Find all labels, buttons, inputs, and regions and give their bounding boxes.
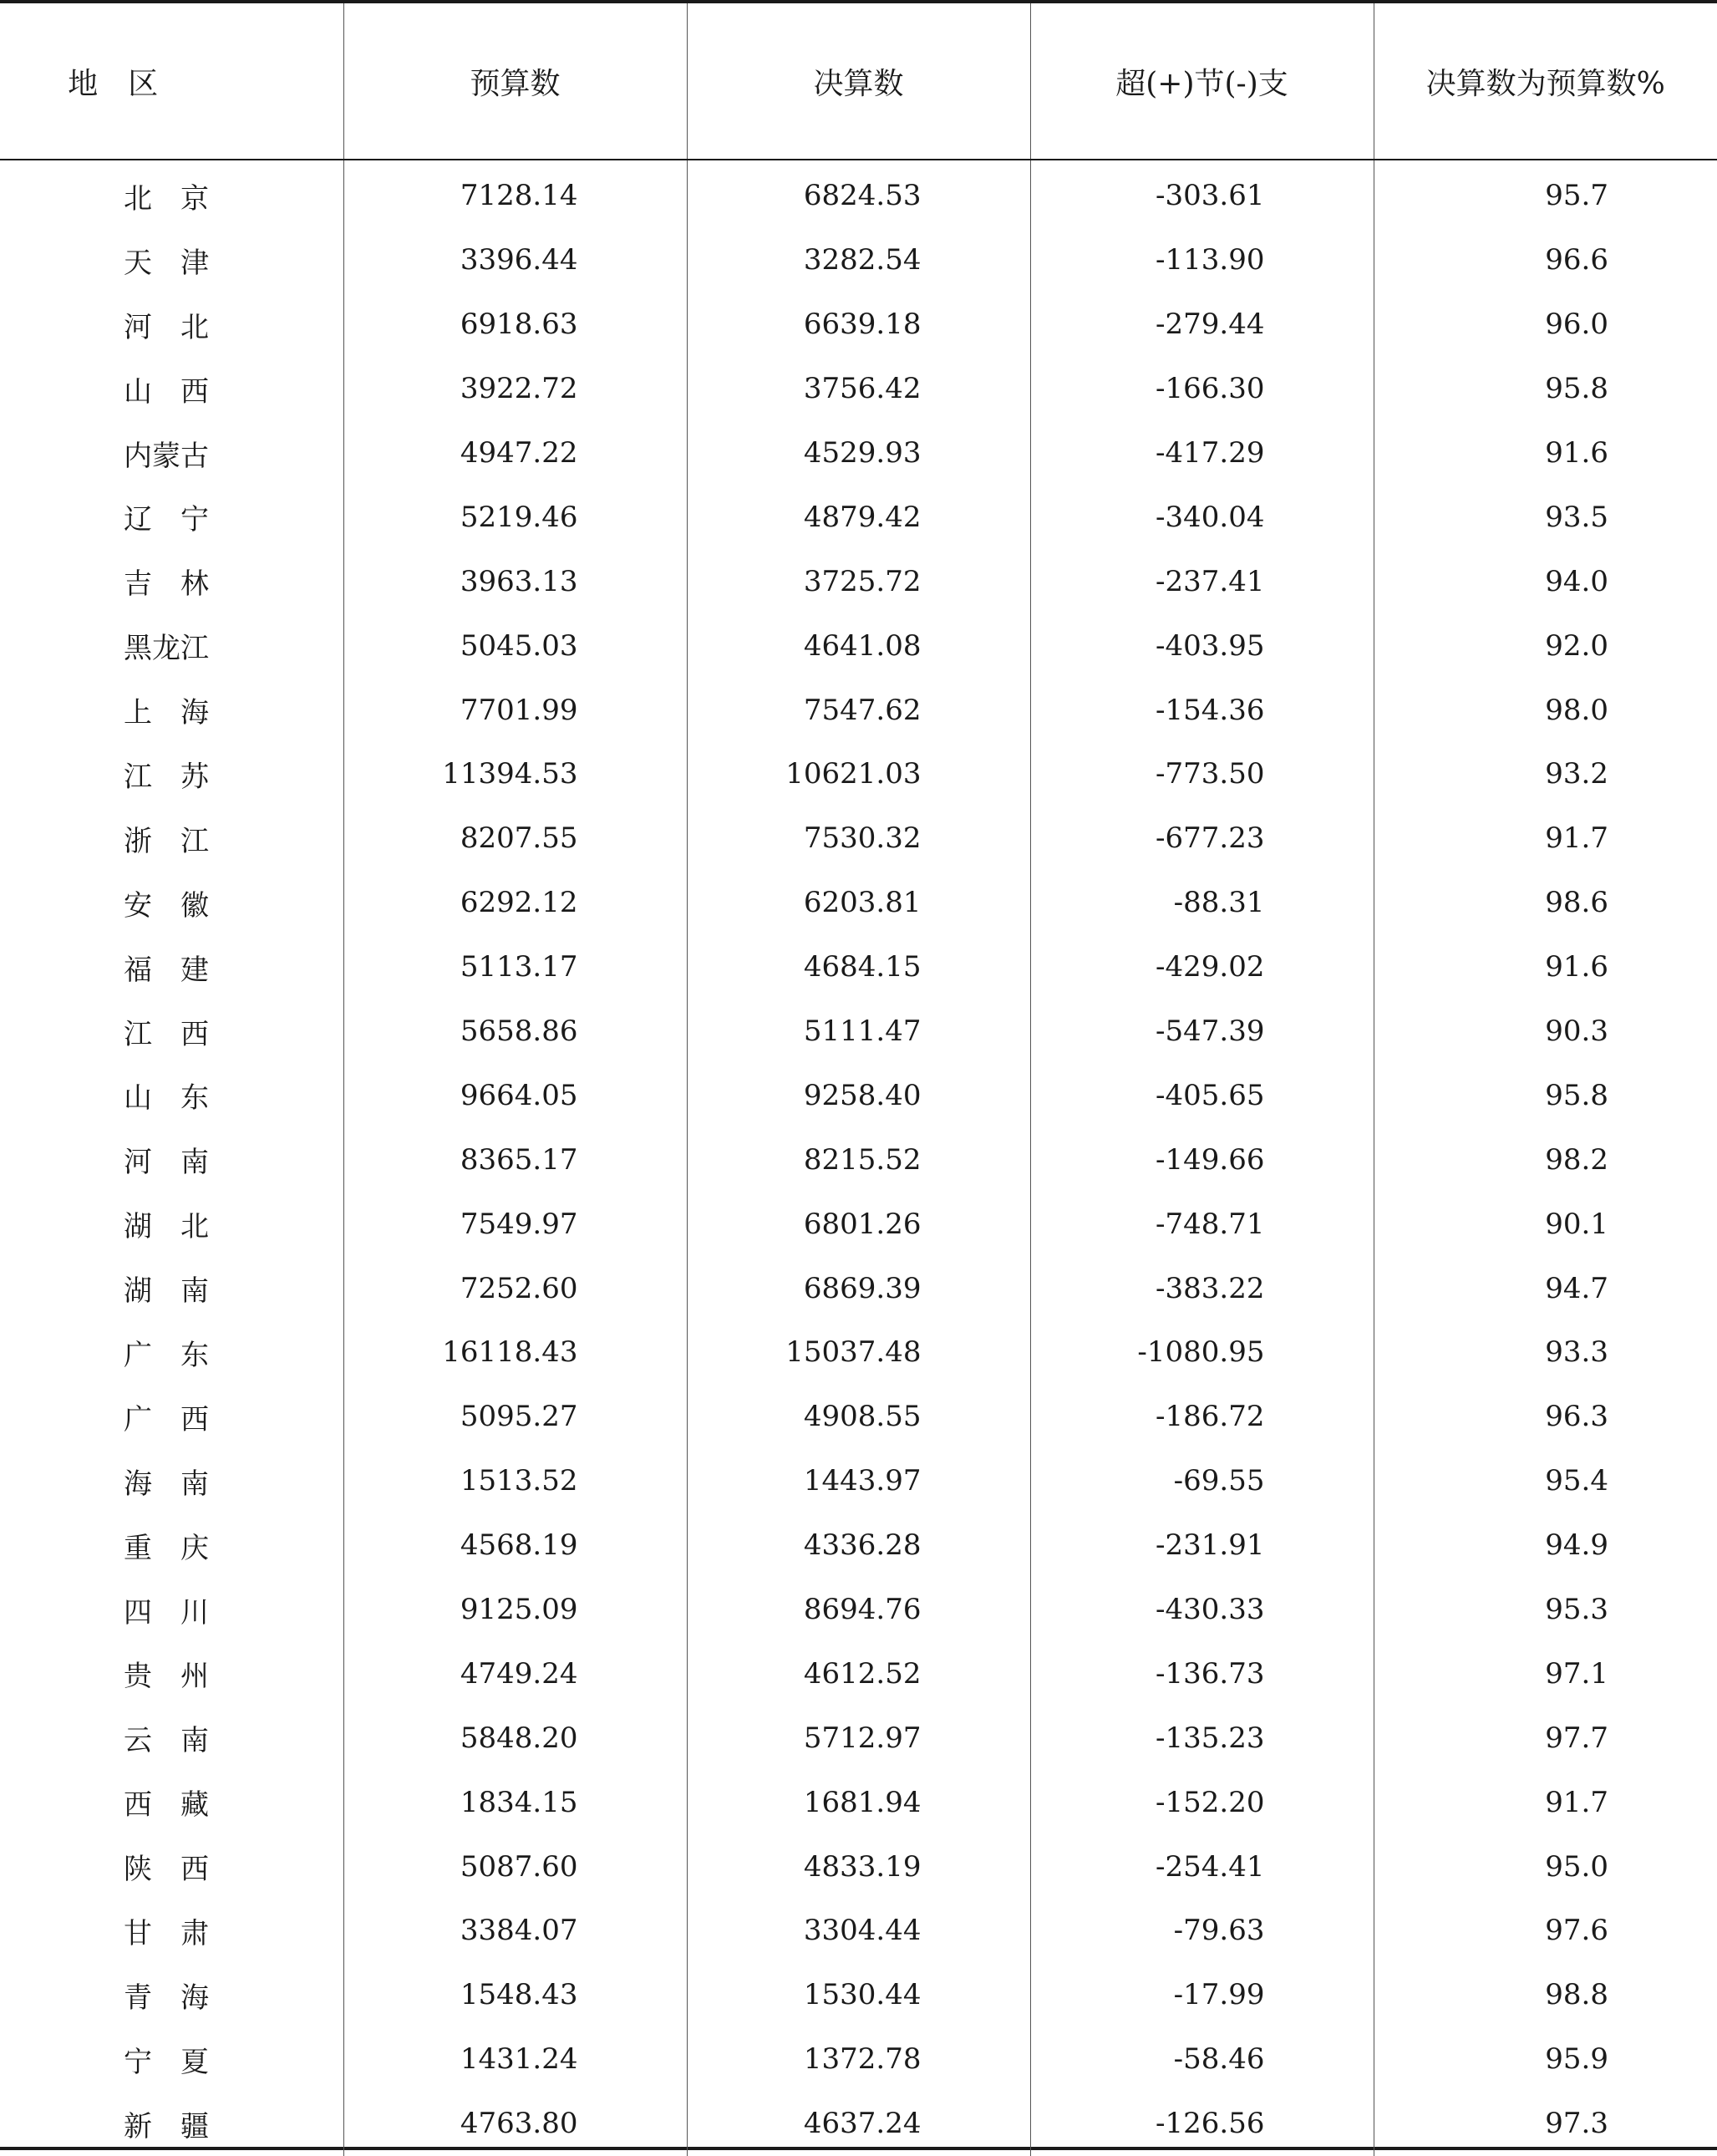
cell-diff: -166.30: [1030, 357, 1374, 421]
cell-final: 3304.44: [687, 1899, 1030, 1963]
table-row: [0, 1834, 1717, 1899]
cell-region: 四 川: [124, 1595, 209, 1630]
cell-budget: 4568.19: [343, 1513, 687, 1578]
table-row: [0, 421, 1717, 486]
cell-diff: -126.56: [1030, 2092, 1374, 2156]
cell-diff: -152.20: [1030, 1770, 1374, 1834]
table-row: [0, 1578, 1717, 1642]
cell-region: 贵 州: [124, 1660, 209, 1694]
cell-budget: 3384.07: [343, 1899, 687, 1963]
cell-region: 湖 南: [124, 1274, 209, 1309]
cell-final: 3282.54: [687, 228, 1030, 292]
header-row: [0, 3, 1717, 160]
cell-diff: -417.29: [1030, 421, 1374, 486]
cell-region: 河 北: [124, 310, 209, 344]
cell-final: 6639.18: [687, 292, 1030, 357]
table-row: [0, 806, 1717, 871]
cell-final: 1372.78: [687, 2027, 1030, 2092]
cell-final: 1443.97: [687, 1449, 1030, 1513]
table-row: [0, 1127, 1717, 1192]
cell-final: 4908.55: [687, 1385, 1030, 1449]
cell-budget: 5848.20: [343, 1706, 687, 1770]
cell-region: 新 疆: [124, 2109, 209, 2143]
cell-final: 10621.03: [687, 742, 1030, 806]
cell-budget: 8207.55: [343, 806, 687, 871]
cell-budget: 1834.15: [343, 1770, 687, 1834]
cell-pct: 97.7: [1374, 1706, 1717, 1770]
cell-final: 4336.28: [687, 1513, 1030, 1578]
cell-pct: 95.0: [1374, 1834, 1717, 1899]
cell-pct: 98.6: [1374, 871, 1717, 935]
cell-pct: 98.0: [1374, 678, 1717, 742]
cell-budget: 8365.17: [343, 1127, 687, 1192]
cell-diff: -154.36: [1030, 678, 1374, 742]
cell-pct: 91.7: [1374, 806, 1717, 871]
table-row: [0, 1449, 1717, 1513]
cell-region: 河 南: [124, 1146, 209, 1180]
header-diff: 超(+)节(-)支: [1030, 3, 1374, 160]
table-row: [0, 1192, 1717, 1256]
cell-diff: -113.90: [1030, 228, 1374, 292]
cell-final: 4637.24: [687, 2092, 1030, 2156]
cell-pct: 96.3: [1374, 1385, 1717, 1449]
cell-final: 5712.97: [687, 1706, 1030, 1770]
table-row: [0, 160, 1717, 228]
cell-final: 4833.19: [687, 1834, 1030, 1899]
table-row: [0, 1513, 1717, 1578]
cell-pct: 97.6: [1374, 1899, 1717, 1963]
cell-region: 山 东: [124, 1081, 209, 1116]
cell-final: 1681.94: [687, 1770, 1030, 1834]
cell-pct: 94.9: [1374, 1513, 1717, 1578]
cell-budget: 7549.97: [343, 1192, 687, 1256]
table-row: [0, 871, 1717, 935]
cell-pct: 92.0: [1374, 613, 1717, 678]
cell-pct: 91.6: [1374, 421, 1717, 486]
cell-diff: -430.33: [1030, 1578, 1374, 1642]
table-row: [0, 1256, 1717, 1320]
cell-pct: 93.2: [1374, 742, 1717, 806]
cell-final: 4529.93: [687, 421, 1030, 486]
cell-final: 6801.26: [687, 1192, 1030, 1256]
header-final: 决算数: [687, 3, 1030, 160]
cell-pct: 91.6: [1374, 935, 1717, 999]
cell-diff: -231.91: [1030, 1513, 1374, 1578]
cell-final: 4641.08: [687, 613, 1030, 678]
table-row: [0, 1385, 1717, 1449]
cell-final: 7547.62: [687, 678, 1030, 742]
cell-diff: -303.61: [1030, 160, 1374, 228]
cell-final: 4612.52: [687, 1641, 1030, 1706]
cell-pct: 94.7: [1374, 1256, 1717, 1320]
table-row: [0, 292, 1717, 357]
table-row: [0, 613, 1717, 678]
cell-diff: -69.55: [1030, 1449, 1374, 1513]
table-row: [0, 1770, 1717, 1834]
cell-budget: 4947.22: [343, 421, 687, 486]
table-row: [0, 999, 1717, 1064]
cell-final: 5111.47: [687, 999, 1030, 1064]
cell-region: 山 西: [124, 374, 209, 409]
table-row: [0, 1963, 1717, 2027]
cell-pct: 98.8: [1374, 1963, 1717, 2027]
budget-table: [0, 3, 1717, 2156]
cell-budget: 5113.17: [343, 935, 687, 999]
table-header: [0, 3, 1717, 160]
cell-budget: 1513.52: [343, 1449, 687, 1513]
cell-pct: 95.8: [1374, 357, 1717, 421]
table-row: [0, 2027, 1717, 2092]
table-row: [0, 357, 1717, 421]
cell-diff: -58.46: [1030, 2027, 1374, 2092]
cell-budget: 9125.09: [343, 1578, 687, 1642]
cell-final: 1530.44: [687, 1963, 1030, 2027]
cell-pct: 95.4: [1374, 1449, 1717, 1513]
cell-diff: -279.44: [1030, 292, 1374, 357]
table-row: [0, 742, 1717, 806]
table-row: [0, 935, 1717, 999]
cell-budget: 11394.53: [343, 742, 687, 806]
cell-region: 广 东: [124, 1338, 209, 1372]
cell-budget: 1431.24: [343, 2027, 687, 2092]
cell-final: 3725.72: [687, 549, 1030, 613]
header-pct: 决算数为预算数%: [1374, 3, 1717, 160]
cell-region: 上 海: [124, 696, 209, 730]
table-row: [0, 1063, 1717, 1127]
cell-region: 吉 林: [124, 567, 209, 602]
cell-budget: 5045.03: [343, 613, 687, 678]
table-row: [0, 1320, 1717, 1385]
table-row: [0, 1706, 1717, 1770]
cell-diff: -79.63: [1030, 1899, 1374, 1963]
cell-diff: -405.65: [1030, 1063, 1374, 1127]
cell-diff: -136.73: [1030, 1641, 1374, 1706]
cell-diff: -17.99: [1030, 1963, 1374, 2027]
cell-pct: 93.5: [1374, 485, 1717, 549]
cell-budget: 7701.99: [343, 678, 687, 742]
cell-budget: 5658.86: [343, 999, 687, 1064]
cell-pct: 95.8: [1374, 1063, 1717, 1127]
table-body: [0, 160, 1717, 2156]
cell-pct: 98.2: [1374, 1127, 1717, 1192]
cell-pct: 95.9: [1374, 2027, 1717, 2092]
table-row: [0, 485, 1717, 549]
cell-region: 宁 夏: [124, 2045, 209, 2079]
header-region-label: 地 区: [68, 66, 159, 101]
table-row: [0, 1899, 1717, 1963]
cell-diff: -237.41: [1030, 549, 1374, 613]
cell-diff: -773.50: [1030, 742, 1374, 806]
cell-final: 4879.42: [687, 485, 1030, 549]
table-row: [0, 228, 1717, 292]
cell-region: 西 藏: [124, 1788, 209, 1823]
cell-diff: -677.23: [1030, 806, 1374, 871]
cell-budget: 6918.63: [343, 292, 687, 357]
cell-budget: 7252.60: [343, 1256, 687, 1320]
cell-final: 6869.39: [687, 1256, 1030, 1320]
cell-budget: 4763.80: [343, 2092, 687, 2156]
cell-region: 天 津: [124, 246, 209, 280]
cell-final: 6824.53: [687, 160, 1030, 228]
cell-diff: -547.39: [1030, 999, 1374, 1064]
cell-budget: 5087.60: [343, 1834, 687, 1899]
cell-final: 15037.48: [687, 1320, 1030, 1385]
cell-budget: 5219.46: [343, 485, 687, 549]
cell-region: 江 西: [124, 1017, 209, 1051]
header-region: [0, 3, 343, 160]
cell-budget: 6292.12: [343, 871, 687, 935]
table-row: [0, 1641, 1717, 1706]
cell-final: 3756.42: [687, 357, 1030, 421]
cell-budget: 16118.43: [343, 1320, 687, 1385]
cell-region: 辽 宁: [124, 503, 209, 537]
cell-final: 7530.32: [687, 806, 1030, 871]
cell-pct: 96.0: [1374, 292, 1717, 357]
cell-budget: 5095.27: [343, 1385, 687, 1449]
cell-region: 陕 西: [124, 1853, 209, 1887]
cell-final: 8215.52: [687, 1127, 1030, 1192]
cell-pct: 94.0: [1374, 549, 1717, 613]
cell-diff: -186.72: [1030, 1385, 1374, 1449]
cell-region: 内蒙古: [124, 439, 209, 473]
table-row: [0, 549, 1717, 613]
cell-region: 甘 肃: [124, 1916, 209, 1950]
cell-pct: 95.3: [1374, 1578, 1717, 1642]
cell-pct: 91.7: [1374, 1770, 1717, 1834]
cell-region: 云 南: [124, 1724, 209, 1758]
cell-pct: 96.6: [1374, 228, 1717, 292]
table-row: [0, 2092, 1717, 2156]
cell-final: 4684.15: [687, 935, 1030, 999]
cell-diff: -403.95: [1030, 613, 1374, 678]
cell-final: 8694.76: [687, 1578, 1030, 1642]
cell-budget: 3963.13: [343, 549, 687, 613]
cell-diff: -254.41: [1030, 1834, 1374, 1899]
cell-diff: -340.04: [1030, 485, 1374, 549]
cell-diff: -135.23: [1030, 1706, 1374, 1770]
cell-region: 江 苏: [124, 760, 209, 794]
cell-diff: -1080.95: [1030, 1320, 1374, 1385]
cell-pct: 97.3: [1374, 2092, 1717, 2156]
cell-pct: 90.1: [1374, 1192, 1717, 1256]
cell-diff: -429.02: [1030, 935, 1374, 999]
cell-pct: 95.7: [1374, 160, 1717, 228]
cell-region: 浙 江: [124, 824, 209, 858]
cell-budget: 3922.72: [343, 357, 687, 421]
cell-budget: 3396.44: [343, 228, 687, 292]
cell-final: 9258.40: [687, 1063, 1030, 1127]
cell-region: 北 京: [124, 181, 209, 216]
cell-budget: 1548.43: [343, 1963, 687, 2027]
cell-budget: 4749.24: [343, 1641, 687, 1706]
cell-region: 湖 北: [124, 1210, 209, 1244]
cell-pct: 97.1: [1374, 1641, 1717, 1706]
cell-budget: 7128.14: [343, 160, 687, 228]
cell-budget: 9664.05: [343, 1063, 687, 1127]
cell-pct: 90.3: [1374, 999, 1717, 1064]
cell-region: 黑龙江: [124, 632, 209, 666]
cell-diff: -748.71: [1030, 1192, 1374, 1256]
cell-diff: -383.22: [1030, 1256, 1374, 1320]
cell-diff: -149.66: [1030, 1127, 1374, 1192]
table-row: [0, 678, 1717, 742]
cell-region: 重 庆: [124, 1531, 209, 1565]
cell-diff: -88.31: [1030, 871, 1374, 935]
cell-region: 安 徽: [124, 888, 209, 923]
cell-final: 6203.81: [687, 871, 1030, 935]
cell-region: 青 海: [124, 1981, 209, 2015]
cell-pct: 93.3: [1374, 1320, 1717, 1385]
cell-region: 福 建: [124, 953, 209, 987]
cell-region: 海 南: [124, 1467, 209, 1501]
cell-region: 广 西: [124, 1402, 209, 1436]
header-budget: 预算数: [343, 3, 687, 160]
